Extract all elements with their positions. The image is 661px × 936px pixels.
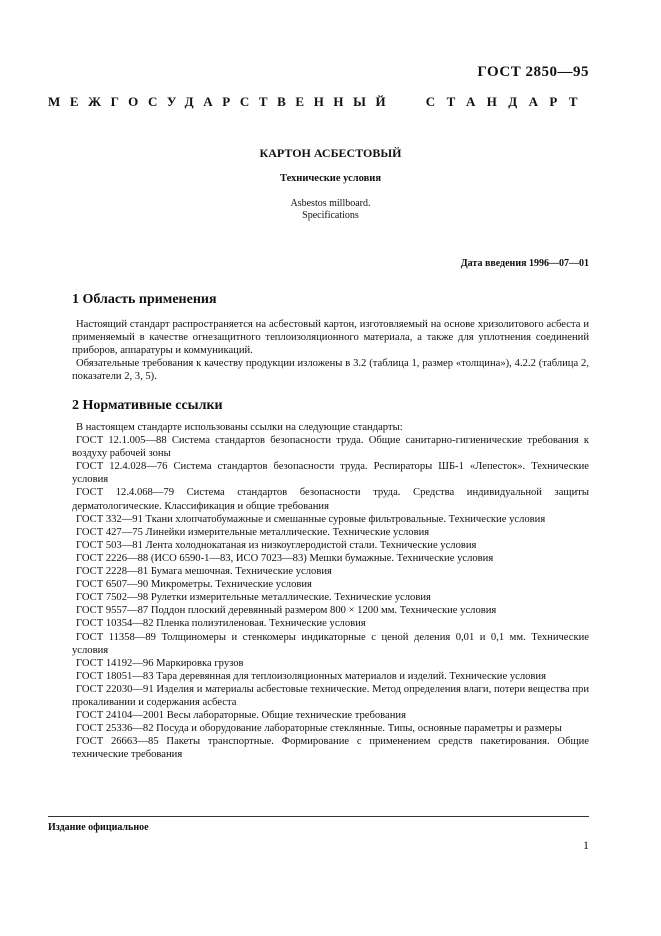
banner-word-standard: СТАНДАРТ xyxy=(425,94,589,109)
english-title xyxy=(0,198,661,222)
reference-item: ГОСТ 24104—2001 Весы лабораторные. Общие технические требования xyxy=(76,710,406,722)
introduction-date: Дата введения 1996—07—01 xyxy=(460,258,589,269)
reference-item: ГОСТ 12.1.005—88 Система стандартов безопасности труда. Общие санитарно-гигиенические требования к воздуху рабочей зоны xyxy=(72,435,589,460)
reference-item: ГОСТ 12.4.028—76 Система стандартов безопасности труда. Респираторы ШБ-1 «Лепесток». Технические условия xyxy=(72,461,589,486)
section-2-intro: В настоящем стандарте использованы ссылки на следующие стандарты: xyxy=(76,422,403,433)
reference-item: ГОСТ 2228—81 Бумага мешочная. Технические условия xyxy=(76,566,332,578)
section-1-body xyxy=(72,318,589,383)
page-number: 1 xyxy=(583,838,589,852)
english-title-line-1: Asbestos millboard. xyxy=(290,198,371,209)
reference-item: ГОСТ 9557—87 Поддон плоский деревянный размером 800 × 1200 мм. Технические условия xyxy=(76,605,497,617)
reference-item: ГОСТ 10354—82 Пленка полиэтиленовая. Технические условия xyxy=(76,618,366,630)
footer-rule xyxy=(48,816,589,817)
english-title-line-2: Specifications xyxy=(302,210,359,221)
reference-item: ГОСТ 11358—89 Толщиномеры и стенкомеры индикаторные с ценой деления 0,01 и 0,1 мм. Технические условия xyxy=(72,631,589,656)
reference-item: ГОСТ 427—75 Линейки измерительные металлические. Технические условия xyxy=(76,526,430,538)
reference-item: ГОСТ 14192—96 Маркировка грузов xyxy=(76,657,244,669)
reference-item: ГОСТ 12.4.068—79 Система стандартов безопасности труда. Средства индивидуальной защиты дерматологические. Классификация и общие требования xyxy=(72,487,589,512)
section-2-heading: 2 Нормативные ссылки xyxy=(72,398,223,413)
reference-item: ГОСТ 26663—85 Пакеты транспортные. Формирование с применением средств пакетирования. Общие технические требования xyxy=(72,736,589,761)
document-code: ГОСТ 2850—95 xyxy=(477,64,589,80)
edition-label: Издание официальное xyxy=(48,822,149,833)
reference-item: ГОСТ 503—81 Лента холоднокатаная из низкоуглеродистой стали. Технические условия xyxy=(76,539,477,551)
document-title: КАРТОН АСБЕСТОВЫЙ xyxy=(259,146,402,160)
section-1-paragraph-1: Настоящий стандарт распространяется на асбестовый картон, изготовляемый на основе хризолитового асбеста и применяемый в качестве огнезащитного теплоизоляционного материала, а также для уплотнения соединений приборов, аппаратуры и коммуникаций. xyxy=(72,319,589,357)
section-1-paragraph-2: Обязательные требования к качеству продукции изложены в 3.2 (таблица 1, размер «толщина»), 4.2.2 (таблица 2, показатели 2, 3, 5). xyxy=(72,358,589,383)
reference-item: ГОСТ 2226—88 (ИСО 6590-1—83, ИСО 7023—83) Мешки бумажные. Технические условия xyxy=(76,552,494,564)
document-subtitle: Технические условия xyxy=(279,173,382,184)
reference-item: ГОСТ 6507—90 Микрометры. Технические условия xyxy=(76,579,312,591)
reference-item: ГОСТ 332—91 Ткани хлопчатобумажные и смешанные суровые фильтровальные. Технические условия xyxy=(76,513,546,525)
section-1-heading: 1 Область применения xyxy=(72,292,217,307)
banner-word-interstate: МЕЖГОСУДАРСТВЕННЫЙ xyxy=(48,94,396,109)
reference-item: ГОСТ 22030—91 Изделия и материалы асбестовые технические. Метод определения влаги, потери вещества при прокаливании и содержания асбеста xyxy=(72,683,589,708)
standard-banner xyxy=(48,94,589,110)
reference-item: ГОСТ 18051—83 Тара деревянная для теплоизоляционных материалов и изделий. Технические условия xyxy=(76,670,546,682)
reference-item: ГОСТ 25336—82 Посуда и оборудование лабораторные стеклянные. Типы, основные параметры и размеры xyxy=(76,723,562,735)
section-2-body xyxy=(72,421,589,761)
reference-item: ГОСТ 7502—98 Рулетки измерительные металлические. Технические условия xyxy=(76,592,431,604)
